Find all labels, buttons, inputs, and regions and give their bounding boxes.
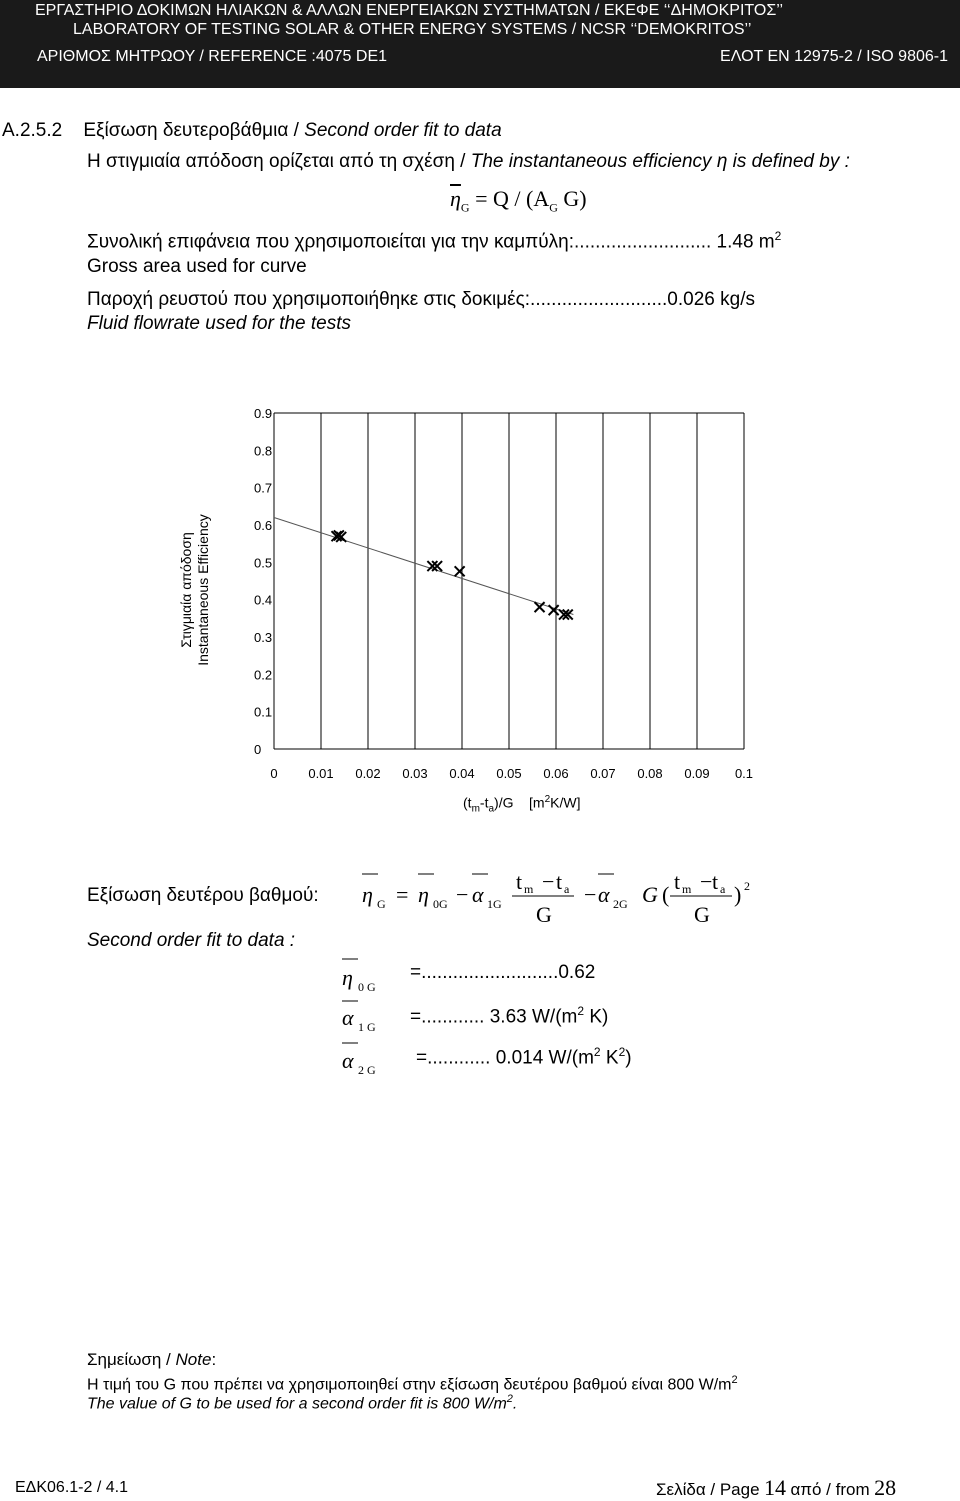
svg-text:m: m xyxy=(524,882,534,896)
svg-text:η: η xyxy=(342,965,353,990)
y-tick-label: 0.8 xyxy=(254,443,273,459)
svg-text:η: η xyxy=(418,882,429,907)
flowrate-english: Fluid flowrate used for the tests xyxy=(87,313,352,334)
y-tick-label: 0.1 xyxy=(254,704,273,720)
svg-text:t: t xyxy=(674,869,681,894)
svg-text:α: α xyxy=(598,882,610,907)
x-tick-label: 0.01 xyxy=(308,766,334,781)
svg-text:2: 2 xyxy=(744,879,750,893)
intro-english: The instantaneous efficiency η is defined by : xyxy=(470,151,850,172)
note-line-greek: Η τιμή του G που πρέπει να χρησιμοποιηθεί στην εξίσωση δευτέρου βαθμού είναι 800 $W/m^2$ xyxy=(87,1374,738,1394)
svg-text:t: t xyxy=(516,869,523,894)
svg-text:−: − xyxy=(700,869,713,894)
x-tick-label: 0.1 xyxy=(734,766,754,781)
x-tick-label: 0.07 xyxy=(590,766,616,781)
svg-text:−: − xyxy=(542,869,555,894)
svg-text:): ) xyxy=(734,882,742,907)
a2-value-line: =............ 0.014 $W/(m^2$ $K^2$) xyxy=(416,1045,632,1069)
svg-text:2G: 2G xyxy=(613,897,628,911)
svg-text:α: α xyxy=(342,1005,354,1030)
gross-area-english: Gross area used for curve xyxy=(87,256,307,277)
svg-text:2 G: 2 G xyxy=(358,1063,376,1077)
svg-text:−: − xyxy=(584,882,597,907)
x-tick-label: 0.08 xyxy=(637,766,663,781)
header-lab-greek: ΕΡΓΑΣΤΗΡΙΟ ΔΟΚΙΜΩΝ ΗΛΙΑΚΩΝ & ΑΛΛΩΝ ΕΝΕΡΓΕΙΑΚΩΝ ΣΥΣΤΗΜΑΤΩΝ / ΕΚΕΦΕ ‘‘ΔΗΜΟΚΡΙΤΟΣ’’ xyxy=(35,2,784,19)
gross-area-sup: 2 xyxy=(774,229,782,243)
x-tick-label: 0.03 xyxy=(402,766,428,781)
gross-area-greek: Συνολική επιφάνεια που χρησιμοποιείται για την καμπύλη:.......................... 1.48 m xyxy=(87,231,775,253)
y-tick-label: 0.9 xyxy=(254,406,273,421)
svg-text:a: a xyxy=(720,882,726,896)
y-tick-label: 0.5 xyxy=(254,555,273,571)
section-title-greek: Εξίσωση δευτεροβάθμια / xyxy=(83,120,305,141)
note-title: Σημείωση / Note: xyxy=(87,1350,217,1369)
footer-page: Σελίδα / Page 14 από / from 28 xyxy=(656,1475,897,1500)
x-tick-label: 0.02 xyxy=(355,766,381,781)
svg-text:=: = xyxy=(396,882,409,907)
svg-text:G: G xyxy=(536,902,552,927)
svg-text:η: η xyxy=(362,882,373,907)
svg-text:1 G: 1 G xyxy=(358,1020,376,1034)
svg-text:t: t xyxy=(712,869,719,894)
y-axis-label-greek: Στιγμιαία απόδοση xyxy=(178,532,194,648)
x-tick-label: 0.04 xyxy=(449,766,475,781)
x-tick-label: 0.05 xyxy=(496,766,522,781)
x-axis-label: $(t_m-t_a)/G$ $[m^2K/W]$ xyxy=(463,794,581,815)
footer-page-number: 14 xyxy=(763,1475,786,1500)
y-tick-label: 0.4 xyxy=(254,592,273,608)
formula-eta: $\overline{\eta}$ xyxy=(450,186,461,211)
y-tick-label: 0.3 xyxy=(254,630,273,645)
formula-sub-g: G xyxy=(460,200,470,215)
y-tick-label: 0.6 xyxy=(254,518,273,533)
coefficient-symbols xyxy=(340,955,410,1085)
coefficients xyxy=(340,955,900,1085)
formula-rest2: G) xyxy=(557,186,587,211)
flowrate-greek: Παροχή ρευστού που χρησιμοποιήθηκε στις δοκιμές:..........................0.026 kg/s xyxy=(87,289,755,310)
footer-doc-id: ΕΔΚ06.1-2 / 4.1 xyxy=(15,1479,128,1496)
x-tick-label: 0.09 xyxy=(684,766,710,781)
data-point-marker xyxy=(549,605,559,615)
y-tick-label: 0.7 xyxy=(254,480,273,496)
header-lab-english: LABORATORY OF TESTING SOLAR & OTHER ENERGY SYSTEMS / NCSR ‘‘DEMOKRITOS’’ xyxy=(73,21,752,38)
eta0-value: =..........................0.62 xyxy=(410,962,596,983)
x-tick-label: 0 xyxy=(270,766,278,781)
svg-text:1G: 1G xyxy=(487,897,502,911)
svg-text:t: t xyxy=(556,869,563,894)
a1-value-line: =............ 3.63 $W/(m^2$ K) xyxy=(410,1004,609,1028)
svg-text:G: G xyxy=(377,897,386,911)
fit-label-english: Second order fit to data : xyxy=(87,930,296,951)
x-tick-label: 0.06 xyxy=(543,766,569,781)
svg-text:0G: 0G xyxy=(433,897,448,911)
svg-text:(: ( xyxy=(662,882,670,907)
svg-text:a: a xyxy=(564,882,570,896)
svg-text:α: α xyxy=(342,1048,354,1073)
svg-text:0 G: 0 G xyxy=(358,980,376,994)
header-standard: ΕΛΟΤ EN 12975-2 / ISO 9806-1 xyxy=(720,48,948,65)
y-axis-label-english: Instantaneous Efficiency xyxy=(195,514,211,666)
svg-text:−: − xyxy=(456,882,469,907)
fit-line xyxy=(274,518,573,615)
y-tick-label: 0.2 xyxy=(254,667,273,683)
header-reference: ΑΡΙΘΜΟΣ ΜΗΤΡΩΟΥ / REFERENCE :4075 DE1 xyxy=(37,48,388,65)
y-tick-label: 0 xyxy=(254,742,262,757)
svg-text:m: m xyxy=(682,882,692,896)
fit-label-greek: Εξίσωση δευτέρου βαθμού: xyxy=(87,885,319,906)
section-title-english: Second order fit to data xyxy=(304,120,502,141)
data-point-marker xyxy=(455,566,465,576)
intro-greek: Η στιγμιαία απόδοση ορίζεται από τη σχέση / xyxy=(87,151,471,172)
footer-page-total: 28 xyxy=(874,1475,897,1500)
second-order-equation xyxy=(360,862,780,932)
svg-text:G: G xyxy=(642,882,658,907)
formula-rest: = Q / (A xyxy=(469,186,550,211)
svg-text:α: α xyxy=(472,882,484,907)
section-number: Α.2.5.2 xyxy=(2,120,63,141)
note-line-english: The value of G to be used for a second order fit is 800 $W/m^2$. xyxy=(87,1393,518,1413)
svg-text:G: G xyxy=(694,902,710,927)
efficiency-definition-formula: $\overline{\eta}_G = Q / (A_G$ G) xyxy=(450,186,587,215)
